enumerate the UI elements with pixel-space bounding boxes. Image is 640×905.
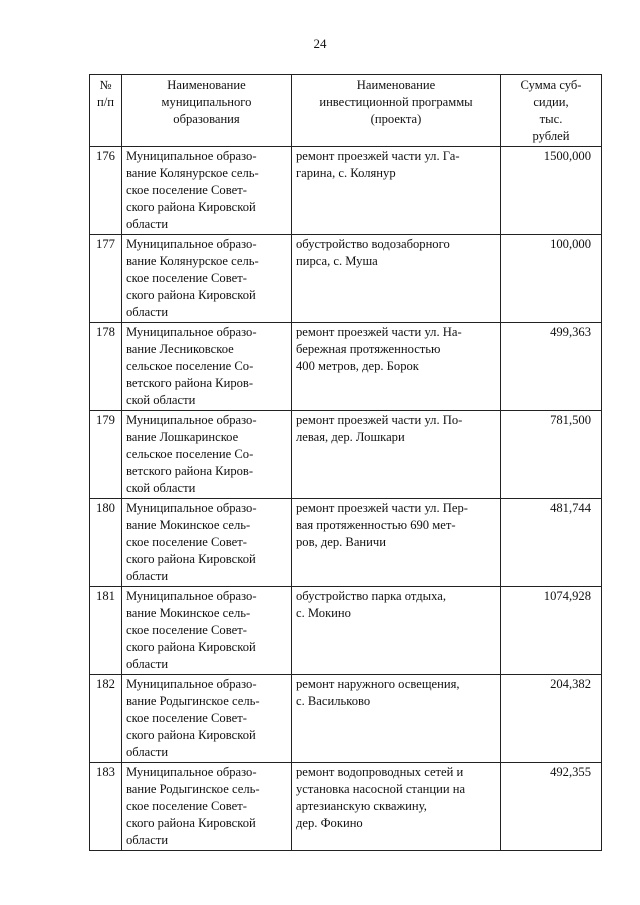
- page-number: 24: [313, 36, 327, 51]
- row-program: обустройство парка отдыха, с. Мокино: [292, 587, 501, 675]
- row-sum: 1074,928: [501, 587, 602, 675]
- row-num: 180: [90, 499, 122, 587]
- table-row: [90, 587, 602, 675]
- table-row: [90, 675, 602, 763]
- table-header-row: [90, 75, 602, 147]
- row-municipality: Муниципальное образо- вание Родыгинское сель- ское поселение Совет- ского района Кировской области: [122, 675, 292, 763]
- row-sum: 1500,000: [501, 147, 602, 235]
- row-sum: 100,000: [501, 235, 602, 323]
- table-row: [90, 763, 602, 851]
- row-num: 179: [90, 411, 122, 499]
- row-sum: 492,355: [501, 763, 602, 851]
- row-sum: 781,500: [501, 411, 602, 499]
- row-num: 176: [90, 147, 122, 235]
- table-row: [90, 235, 602, 323]
- row-program: ремонт проезжей части ул. Пер- вая протяженностью 690 мет- ров, дер. Ваничи: [292, 499, 501, 587]
- row-num: 178: [90, 323, 122, 411]
- header-num: № п/п: [90, 75, 122, 147]
- row-municipality: Муниципальное образо- вание Мокинское сель- ское поселение Совет- ского района Кировской области: [122, 499, 292, 587]
- table-row: [90, 499, 602, 587]
- row-municipality: Муниципальное образо- вание Мокинское сель- ское поселение Совет- ского района Кировской области: [122, 587, 292, 675]
- table-row: [90, 147, 602, 235]
- row-municipality: Муниципальное образо- вание Колянурское сель- ское поселение Совет- ского района Кировской области: [122, 147, 292, 235]
- row-municipality: Муниципальное образо- вание Родыгинское сель- ское поселение Совет- ского района Кировской области: [122, 763, 292, 851]
- row-sum: 481,744: [501, 499, 602, 587]
- row-municipality: Муниципальное образо- вание Лесниковское сельское поселение Со- ветского района Киров- ской области: [122, 323, 292, 411]
- table-row: [90, 411, 602, 499]
- header-municipality: Наименование муниципального образования: [122, 75, 292, 147]
- row-program: ремонт водопроводных сетей и установка насосной станции на артезианскую скважину, дер. Фокино: [292, 763, 501, 851]
- row-program: ремонт проезжей части ул. Га- гарина, с. Колянур: [292, 147, 501, 235]
- table-row: [90, 323, 602, 411]
- row-sum: 499,363: [501, 323, 602, 411]
- row-program: ремонт проезжей части ул. На- бережная протяженностью 400 метров, дер. Борок: [292, 323, 501, 411]
- row-program: обустройство водозаборного пирса, с. Муша: [292, 235, 501, 323]
- row-program: ремонт наружного освещения, с. Васильково: [292, 675, 501, 763]
- row-num: 183: [90, 763, 122, 851]
- row-num: 182: [90, 675, 122, 763]
- row-num: 177: [90, 235, 122, 323]
- header-sum: Сумма суб- сидии, тыс. рублей: [501, 75, 602, 147]
- header-program: Наименование инвестиционной программы (проекта): [292, 75, 501, 147]
- row-municipality: Муниципальное образо- вание Лошкаринское сельское поселение Со- ветского района Киров- ской области: [122, 411, 292, 499]
- row-num: 181: [90, 587, 122, 675]
- row-municipality: Муниципальное образо- вание Колянурское сель- ское поселение Совет- ского района Кировской области: [122, 235, 292, 323]
- row-sum: 204,382: [501, 675, 602, 763]
- subsidy-table: [89, 74, 602, 851]
- row-program: ремонт проезжей части ул. По- левая, дер. Лошкари: [292, 411, 501, 499]
